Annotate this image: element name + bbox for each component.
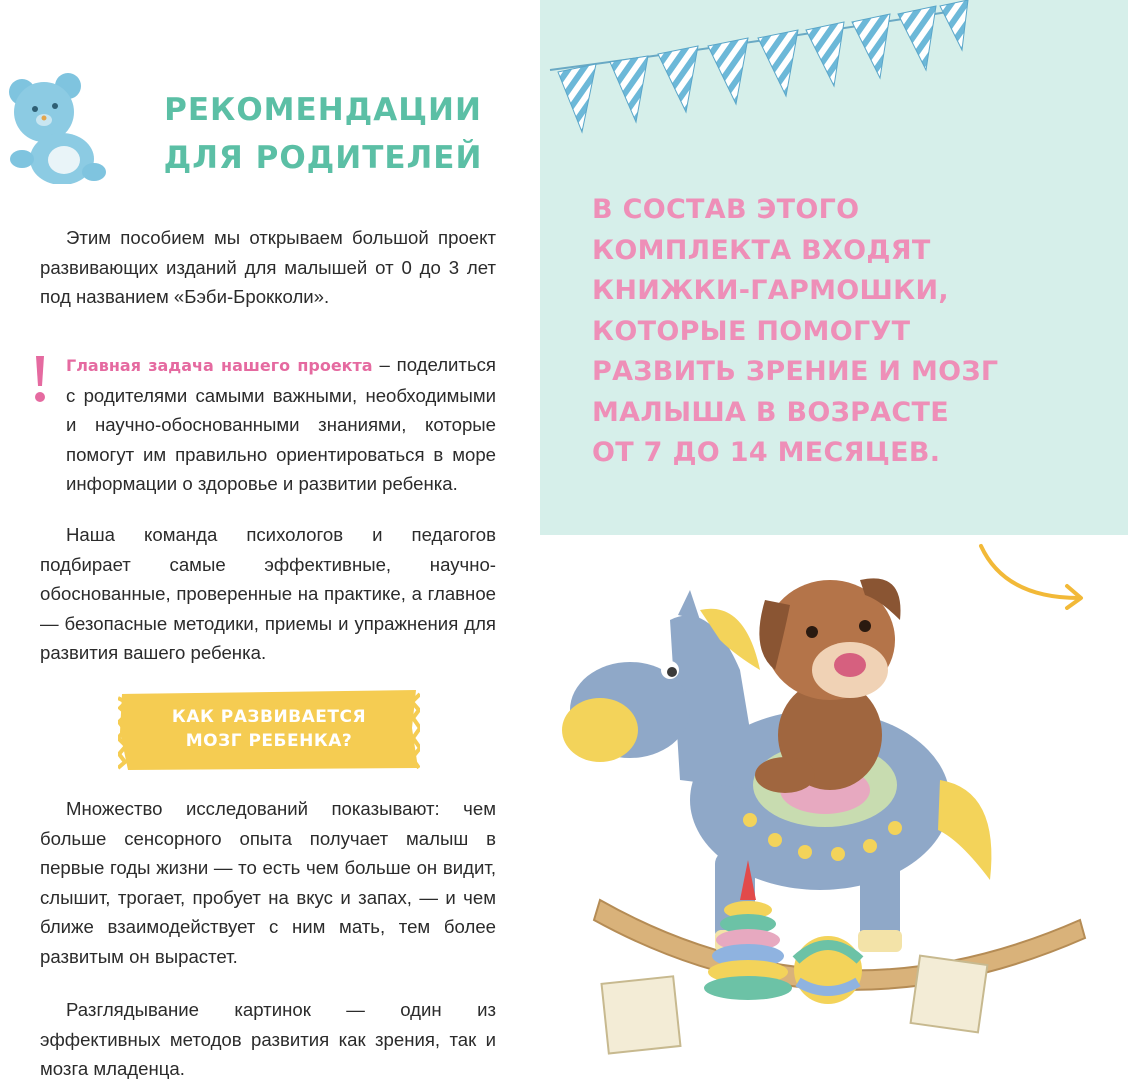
teddy-bear-icon <box>0 64 110 184</box>
paragraph-team: Наша команда психологов и педагогов подбирает самые эффективные, научно-обоснованные, проверенные на практике, а главное — безопасные методики, приемы и упражнения для развития вашего ребенка. <box>40 524 496 663</box>
page-title-line2: ДЛЯ РОДИТЕЛЕЙ <box>163 140 483 176</box>
callout-line-4: КОТОРЫЕ ПОМОГУТ <box>592 315 911 347</box>
callout-line-1: В СОСТАВ ЭТОГО <box>592 194 860 225</box>
callout-line-5: РАЗВИТЬ ЗРЕНИЕ И МОЗГ <box>592 356 999 387</box>
badge-line1: КАК РАЗВИВАЕТСЯ <box>171 707 367 727</box>
rocking-horse-illustration <box>560 560 1100 1070</box>
callout-text <box>592 190 1112 474</box>
bunting-flags <box>540 0 1128 140</box>
section-badge-text <box>118 705 420 753</box>
page-title-line1: РЕКОМЕНДАЦИИ <box>164 92 482 128</box>
left-column <box>0 0 540 1079</box>
paragraph-intro: Этим пособием мы открываем большой проект развивающих изданий для малышей от 0 до 3 лет под названием «Бэби-Брокколи». <box>40 227 496 307</box>
paragraph-research: Множество исследований показывают: чем больше сенсорного опыта получает малыш в первые годы жизни — то есть чем больше он видит, слышит, трогает, пробует на вкус и запах, — и чем ближе взаимодействует с ним мать, тем более развитым он вырастет. <box>40 798 496 967</box>
paragraph-main-task <box>66 350 496 499</box>
page-title <box>133 86 513 182</box>
callout-line-6: МАЛЫША В ВОЗРАСТЕ <box>592 396 949 428</box>
badge-line2: МОЗГ РЕБЕНКА? <box>185 731 353 751</box>
callout-line-3: КНИЖКИ-ГАРМОШКИ, <box>592 275 949 306</box>
callout-line-7: ОТ 7 ДО 14 МЕСЯЦЕВ. <box>592 437 941 468</box>
main-task-text: – поделиться с родителями самыми важными, необходимыми и научно-обоснованными знаниями, которые помогут им правильно ориентироваться в море информации о здоровье и развитии ребенка. <box>66 354 496 494</box>
paragraph-pictures: Разглядывание картинок — один из эффективных методов развития как зрения, так и мозга младенца. <box>40 999 496 1079</box>
exclamation-icon <box>33 354 47 404</box>
main-task-highlight: Главная задача нашего проекта <box>66 356 373 375</box>
callout-line-2: КОМПЛЕКТА ВХОДЯТ <box>592 234 931 266</box>
